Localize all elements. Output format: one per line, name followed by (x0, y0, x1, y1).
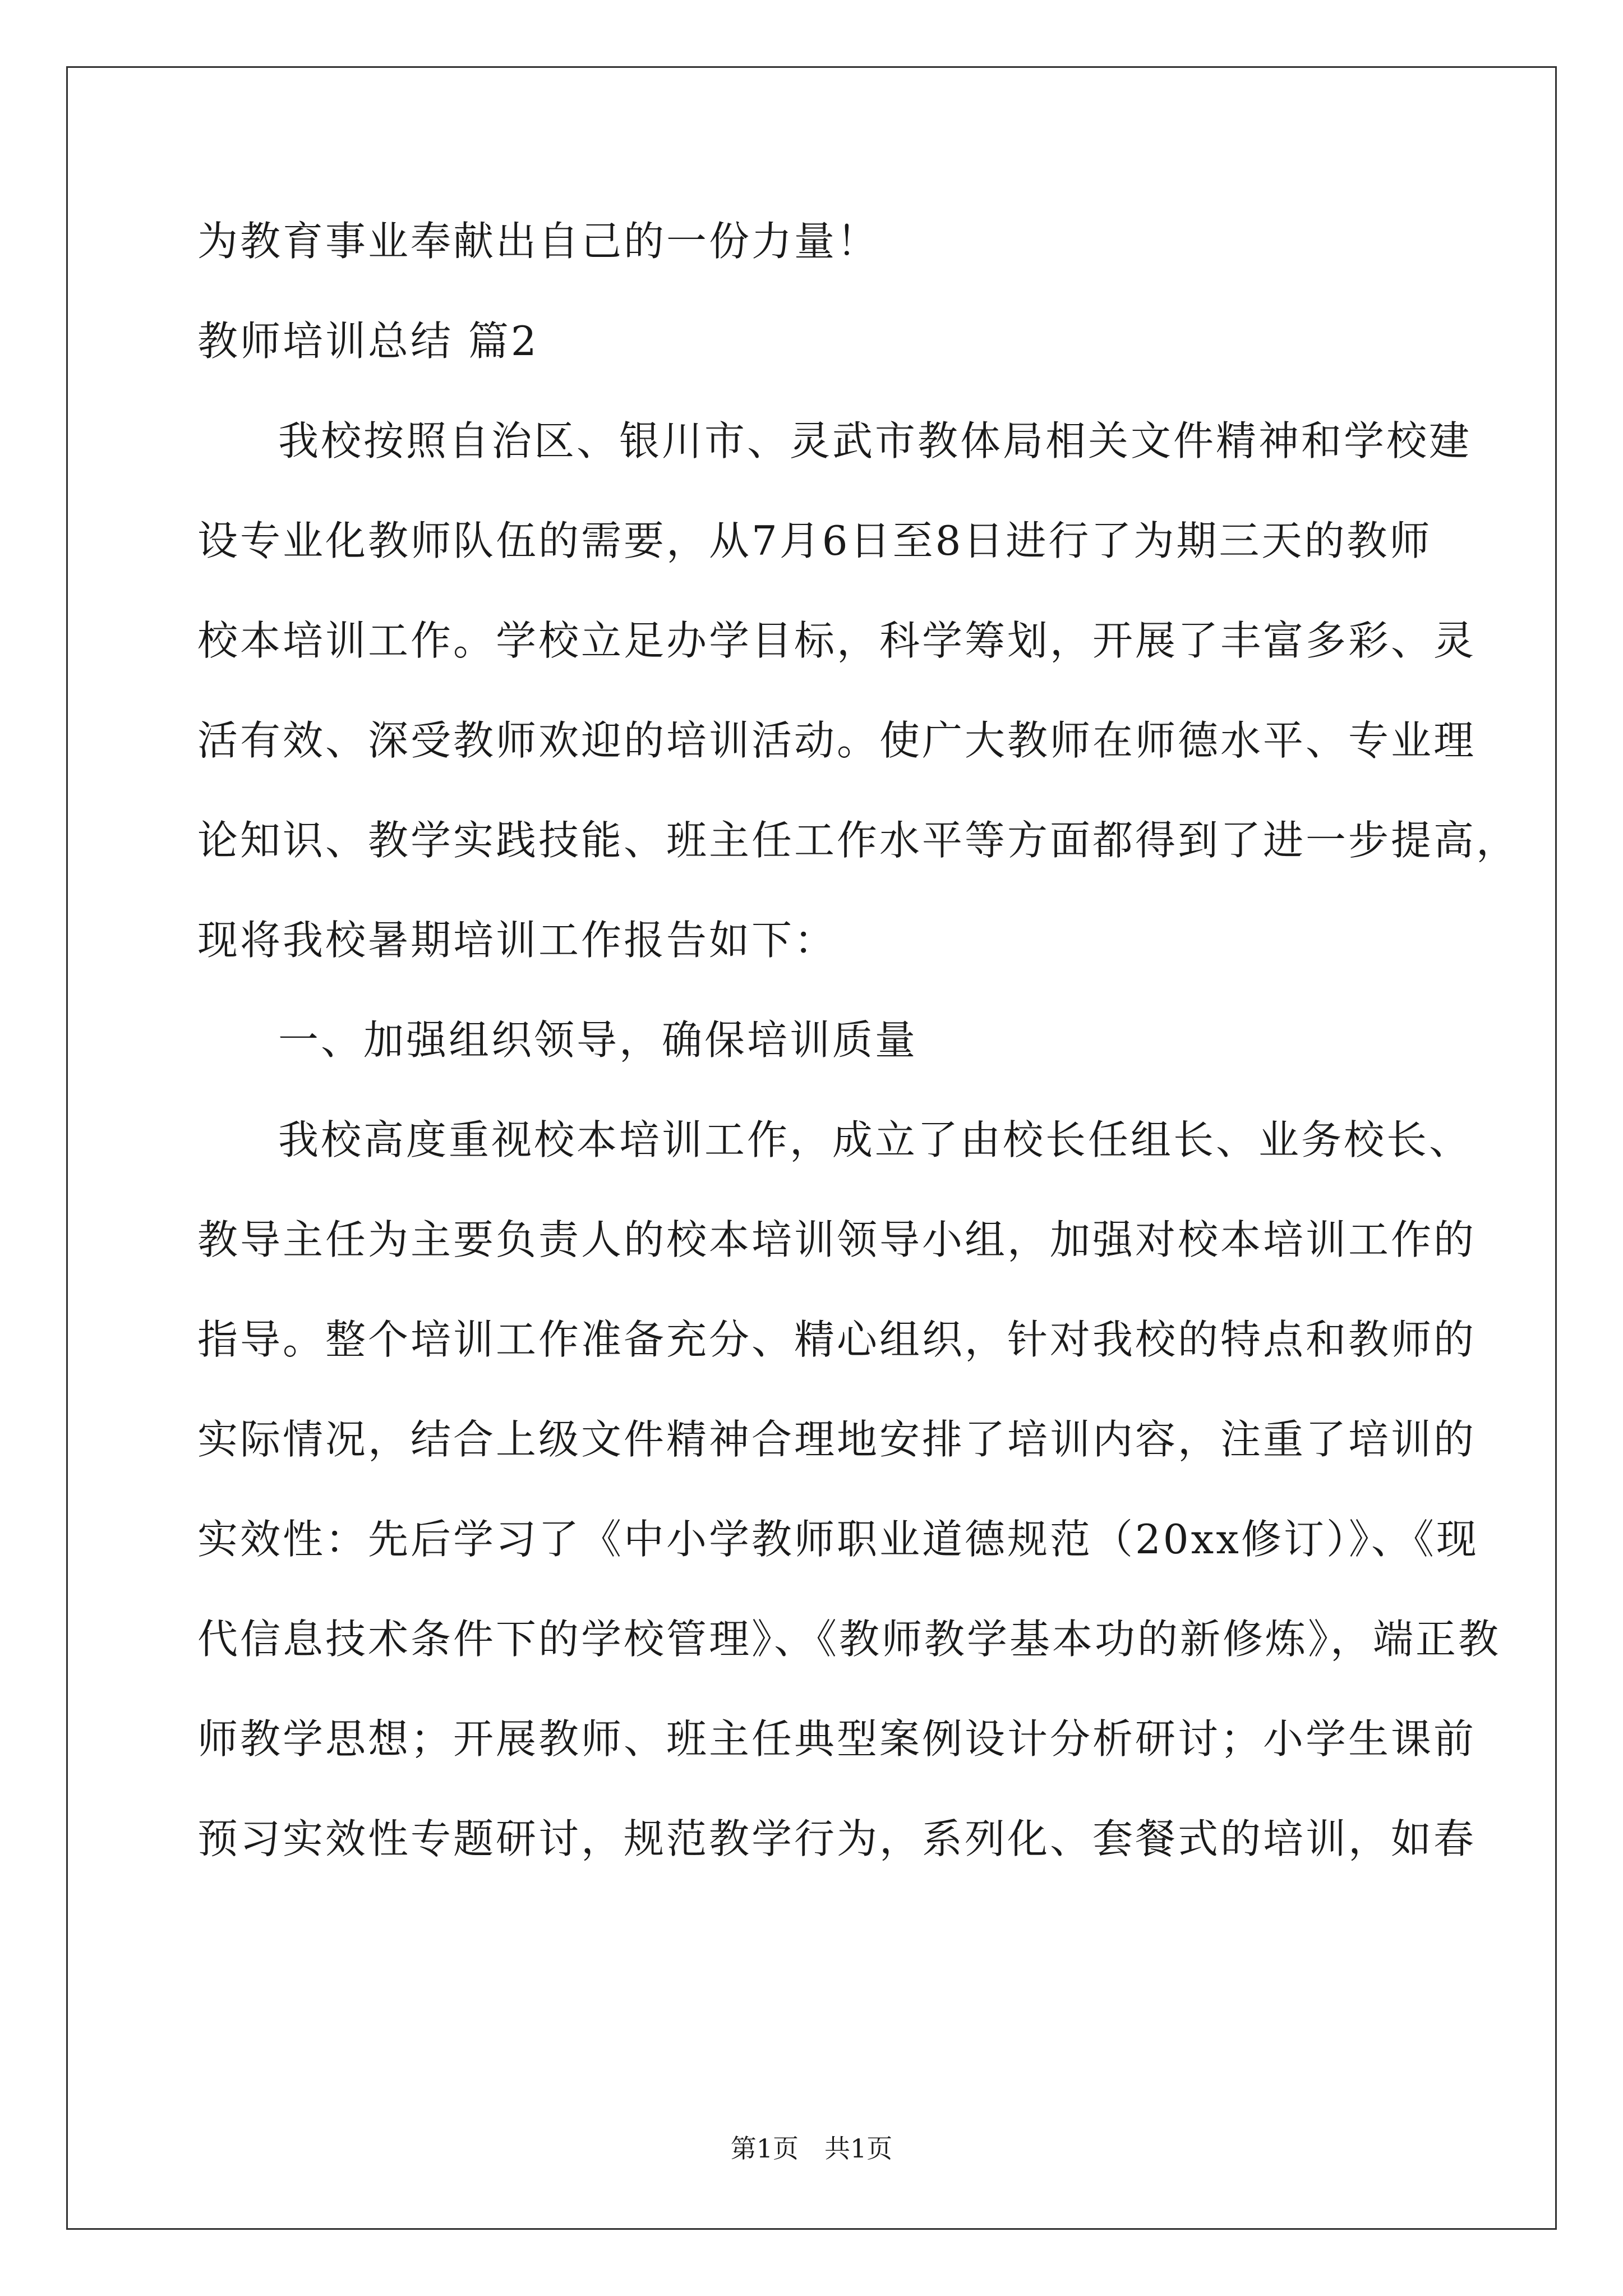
page-total: 共1页 (824, 2133, 893, 2164)
paragraph-line: 代信息技术条件下的学校管理》、《教师教学基本功的新修炼》，端正教 (197, 1616, 1501, 1663)
paragraph-line: 校本培训工作。学校立足办学目标，科学筹划，开展了丰富多彩、灵 (197, 617, 1477, 664)
paragraph-line: 我校高度重视校本培训工作，成立了由校长任组长、业务校长、 (278, 1116, 1472, 1163)
subsection-heading: 一、加强组织领导，确保培训质量 (278, 1016, 918, 1064)
paragraph-line: 预习实效性专题研讨，规范教学行为，系列化、套餐式的培训，如春 (197, 1815, 1477, 1862)
paragraph-line: 教导主任为主要负责人的校本培训领导小组，加强对校本培训工作的 (197, 1216, 1477, 1263)
paragraph-line: 现将我校暑期培训工作报告如下： (197, 917, 837, 964)
paragraph-line: 我校按照自治区、银川市、灵武市教体局相关文件精神和学校建 (278, 417, 1472, 464)
page-number: 第1页 (730, 2133, 799, 2164)
paragraph-line: 指导。整个培训工作准备充分、精心组织，针对我校的特点和教师的 (197, 1316, 1477, 1363)
paragraph-line: 为教育事业奉献出自己的一份力量！ (197, 218, 880, 265)
paragraph-line: 论知识、教学实践技能、班主任工作水平等方面都得到了进一步提高， (197, 817, 1519, 864)
paragraph-line: 师教学思想；开展教师、班主任典型案例设计分析研讨；小学生课前 (197, 1715, 1477, 1763)
paragraph-line: 实效性：先后学习了《中小学教师职业道德规范（20xx修订）》、《现 (197, 1516, 1479, 1563)
paragraph-line: 设专业化教师队伍的需要，从7月6日至8日进行了为期三天的教师 (197, 517, 1432, 564)
document-body (197, 216, 1519, 1913)
section-heading: 教师培训总结 篇2 (197, 318, 539, 365)
page-footer (0, 2132, 1623, 2165)
paragraph-line: 活有效、深受教师欢迎的培训活动。使广大教师在师德水平、专业理 (197, 717, 1477, 764)
paragraph-line: 实际情况，结合上级文件精神合理地安排了培训内容，注重了培训的 (197, 1416, 1477, 1463)
